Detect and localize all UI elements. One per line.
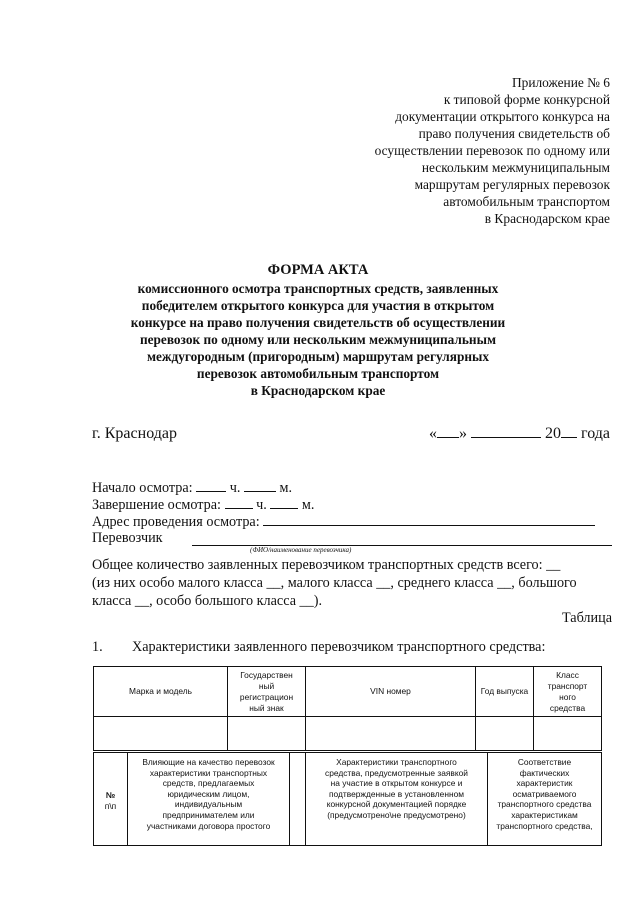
table-row (94, 717, 602, 751)
header-line: юридическим лицом, (167, 788, 250, 799)
title-line: конкурсе на право получения свидетельств об осуществлении (130, 315, 506, 330)
address-label: Адрес проведения осмотра: (92, 514, 260, 530)
title-line: междугородным (пригородным) маршрутам регулярных (146, 349, 490, 364)
header-line: (предусмотрено\не предусмотрено) (327, 809, 466, 820)
date-open-quote: « (429, 425, 438, 442)
class-cell[interactable] (534, 717, 602, 751)
appendix-line: нескольким межмуниципальным (421, 160, 610, 175)
vin-cell[interactable] (306, 717, 476, 751)
start-label: Начало осмотра: (92, 480, 193, 496)
totals-paragraph (92, 556, 612, 610)
table-header-row (94, 667, 602, 717)
header-line: фактических (519, 767, 570, 778)
header-class-line: Класс (556, 669, 579, 680)
year-blank[interactable] (561, 425, 577, 438)
carrier-row (92, 530, 612, 547)
minutes-label: м. (279, 480, 292, 496)
appendix-line: к типовой форме конкурсной (443, 92, 610, 107)
header-line: индивидуальным (174, 799, 243, 810)
appendix-line: в Краснодарском крае (484, 211, 610, 226)
spacer-cell (290, 753, 306, 846)
place-date-row (92, 425, 610, 447)
header-reg-line: регистрацион (239, 691, 294, 702)
header-reg-line: ный знак (249, 702, 284, 713)
header-vin: VIN номер (306, 667, 476, 717)
date-field[interactable] (429, 425, 610, 443)
header-line: предпринимателем или (162, 809, 255, 820)
header-reg-line: Государствен (240, 669, 293, 680)
header-class-line: транспорт (547, 680, 588, 691)
title-line: в Краснодарском крае (250, 383, 386, 398)
header-number-line: № (105, 789, 116, 800)
appendix-header (310, 74, 610, 227)
header-line: характеристик (516, 778, 573, 789)
end-minutes-blank[interactable] (270, 496, 298, 509)
characteristics-table (93, 752, 602, 846)
date-close-quote: » (459, 425, 468, 442)
table-label: Таблица (561, 610, 612, 626)
header-class-line: средства (549, 702, 586, 713)
hours-label: ч. (256, 497, 267, 513)
address-blank[interactable] (263, 513, 595, 526)
carrier-caption: (ФИО/наименование перевозчика) (250, 546, 352, 554)
header-quality-characteristics (128, 753, 290, 846)
header-declared-characteristics (306, 753, 488, 846)
title-line: перевозок по одному или нескольким межмуниципальным (139, 332, 497, 347)
header-line: на участие в открытом конкурсе и (330, 778, 463, 789)
header-line: характеристики транспортных (149, 767, 268, 778)
header-line: средств, предлагаемых (162, 778, 255, 789)
appendix-line: осуществлении перевозок по одному или (374, 143, 610, 158)
end-hours-blank[interactable] (225, 496, 253, 509)
header-year: Год выпуска (476, 667, 534, 717)
address-row (92, 513, 612, 530)
section-title: Характеристики заявленного перевозчиком транспортного средства: (132, 639, 546, 655)
minutes-label: м. (301, 497, 315, 513)
header-line: участниками договора простого (146, 820, 271, 831)
header-line: Характеристики транспортного (336, 757, 457, 767)
header-number (94, 753, 128, 846)
header-class-line: ного (559, 691, 576, 702)
header-class (534, 667, 602, 717)
end-row (92, 496, 612, 513)
header-number-line: п\п (104, 800, 117, 811)
appendix-line: документации открытого конкурса на (395, 109, 610, 124)
year-prefix: 20 (545, 425, 562, 442)
appendix-line: право получения свидетельств об (418, 126, 610, 141)
section-number: 1. (92, 639, 103, 655)
header-line: подтвержденные в установленном (328, 788, 464, 799)
carrier-label: Перевозчик (92, 530, 163, 546)
appendix-line: маршрутам регулярных перевозок (414, 177, 610, 192)
day-blank[interactable] (437, 425, 459, 438)
title-line: победителем открытого конкурса для участия в открытом (141, 298, 495, 313)
totals-line: (из них особо малого класса __, малого класса __, среднего класса __, большого (92, 575, 577, 591)
header-compliance (488, 753, 602, 846)
appendix-line: Приложение № 6 (511, 75, 610, 90)
header-line: конкурсной документацией порядке (326, 799, 467, 810)
brand-model-cell[interactable] (94, 717, 228, 751)
totals-line: класса __, особо большого класса __). (92, 593, 322, 609)
header-line: средства, предусмотренные заявкой (325, 767, 468, 778)
document-title (110, 262, 526, 399)
header-line: Соответствие (517, 757, 572, 767)
title-main: ФОРМА АКТА (267, 262, 369, 278)
header-line: характеристикам (511, 809, 578, 820)
appendix-line: автомобильным транспортом (443, 194, 610, 209)
start-hours-blank[interactable] (196, 479, 226, 492)
month-blank[interactable] (471, 425, 541, 438)
year-cell[interactable] (476, 717, 534, 751)
header-line: Влияющие на качество перевозок (142, 757, 275, 767)
start-row (92, 479, 612, 496)
inspection-fields (92, 479, 612, 547)
header-line: транспортного средства (497, 799, 592, 810)
title-line: перевозок автомобильным транспортом (196, 366, 440, 381)
header-reg-line: ный (258, 680, 275, 691)
start-minutes-blank[interactable] (244, 479, 276, 492)
header-line: транспортного средства, (496, 820, 593, 831)
registration-cell[interactable] (228, 717, 306, 751)
title-line: комиссионного осмотра транспортных средств, заявленных (137, 281, 499, 296)
hours-label: ч. (229, 480, 241, 496)
place-name: г. Краснодар (92, 425, 177, 442)
end-label: Завершение осмотра: (92, 497, 221, 513)
header-line: осматриваемого (512, 788, 577, 799)
totals-line: Общее количество заявленных перевозчиком транспортных средств всего: __ (92, 557, 561, 573)
header-registration (228, 667, 306, 717)
vehicle-table (93, 666, 602, 751)
year-suffix: года (581, 425, 610, 442)
header-brand-model: Марка и модель (94, 667, 228, 717)
table-header-row (94, 753, 602, 846)
